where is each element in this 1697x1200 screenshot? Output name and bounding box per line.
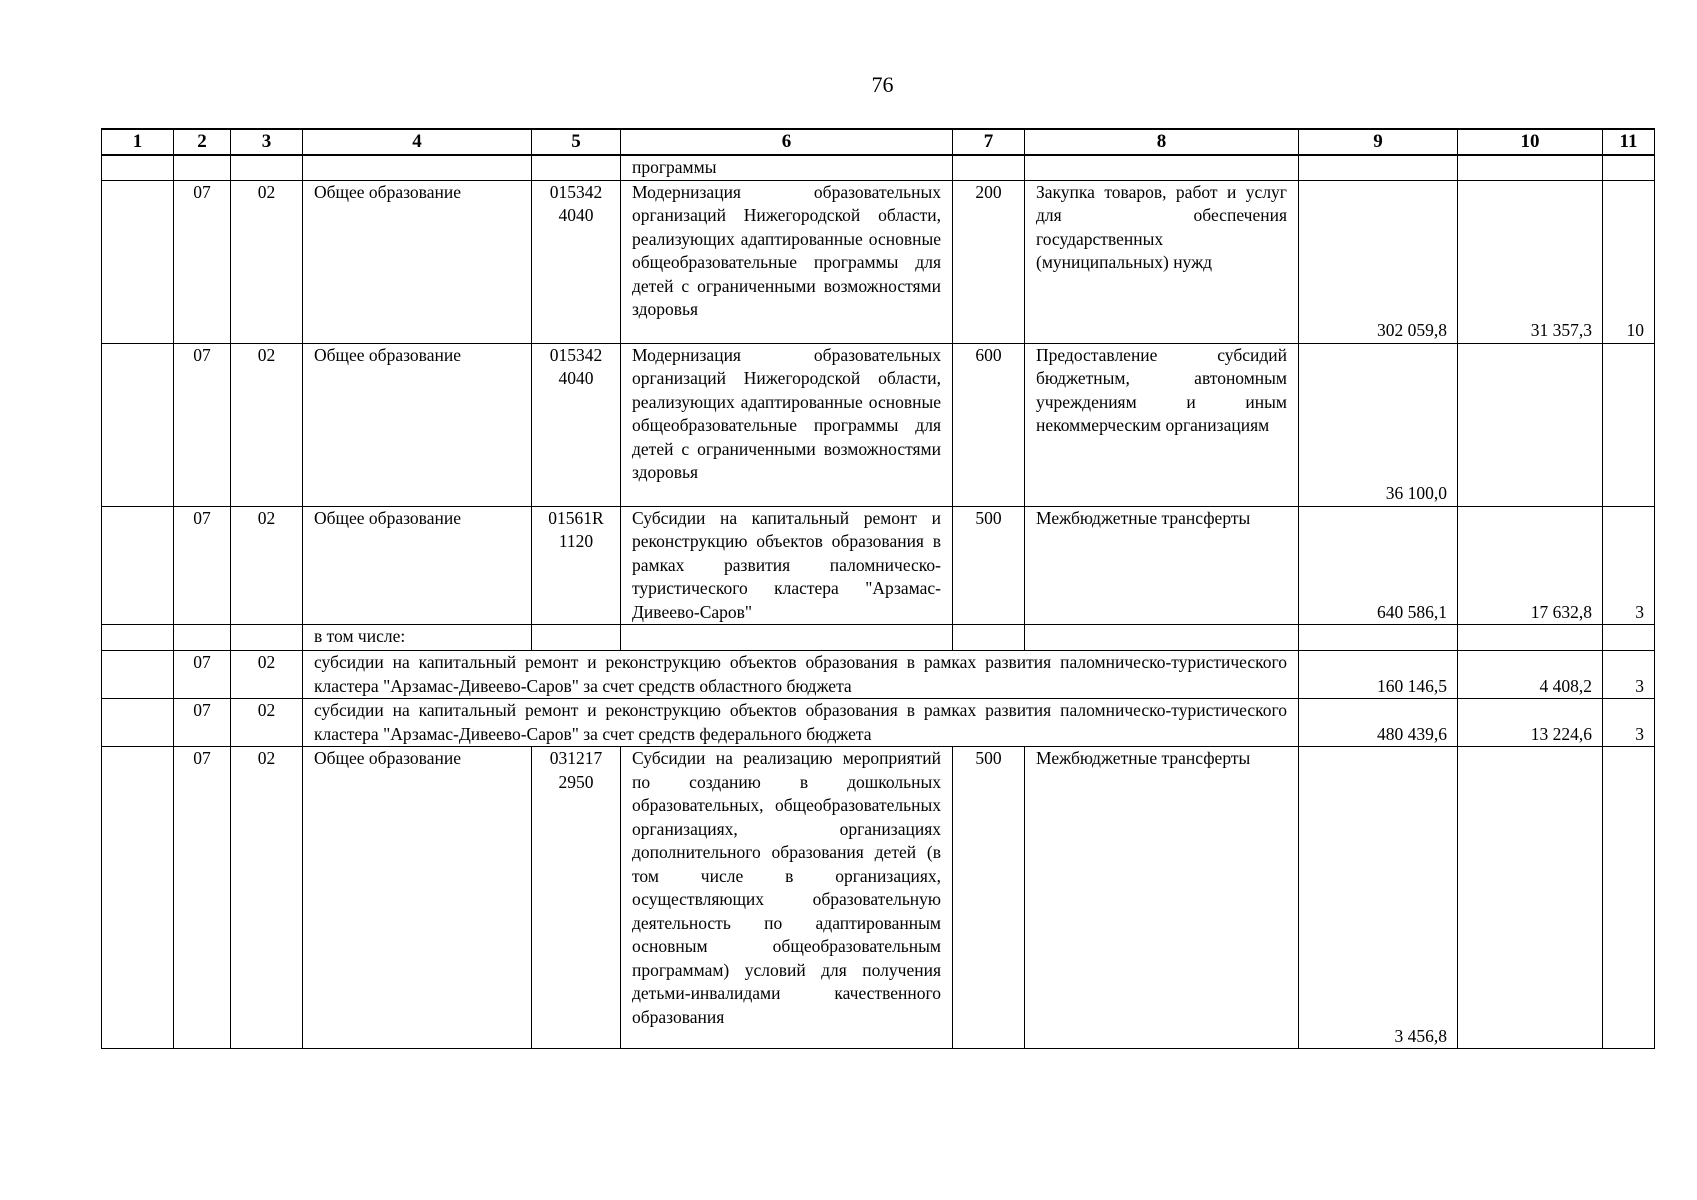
cell-expense-type: 600 (953, 343, 1025, 506)
cell-subsection: 02 (231, 747, 303, 1049)
cell-count: 3 (1603, 699, 1655, 747)
cell-including-label: в том числе: (303, 625, 532, 651)
col-header-2: 2 (174, 129, 231, 155)
cell-subsection: 02 (231, 699, 303, 747)
cell-description: Субсидии на реализацию мероприятий по созданию в дошкольных образовательных, общеобразовательных организациях, организациях дополнительного образования детей (в том числе в организациях, осуществляющих образовательную деятельность по адаптированным основным общеобразовательным программам) условий для получения детьми-инвалидами качественного образования (621, 747, 953, 1049)
cell-target-code: 015342 4040 (532, 343, 621, 506)
cell-merged-description: субсидии на капитальный ремонт и реконструкцию объектов образования в рамках развития паломническо-туристического кластера "Арзамас-Дивеево-Саров" за счет средств областного бюджета (303, 651, 1299, 699)
cell-description: Субсидии на капитальный ремонт и реконструкцию объектов образования в рамках развития паломническо-туристического кластера "Арзамас-Дивеево-Саров" (621, 506, 953, 625)
cell-amount-2: 4 408,2 (1458, 651, 1603, 699)
table-row (102, 180, 1655, 343)
cell-target-code: 01561R 1120 (532, 506, 621, 625)
col-header-3: 3 (231, 129, 303, 155)
cell-expense-name: Предоставление субсидий бюджетным, автономным учреждениям и иным некоммерческим организациям (1025, 343, 1299, 506)
table-row (102, 699, 1655, 747)
cell-expense-name: Закупка товаров, работ и услуг для обеспечения государственных (муниципальных) нужд (1025, 180, 1299, 343)
col-header-10: 10 (1458, 129, 1603, 155)
cell-amount: 480 439,6 (1299, 699, 1458, 747)
table-row (102, 747, 1655, 1049)
cell-expense-type: 500 (953, 747, 1025, 1049)
cell-target-code: 031217 2950 (532, 747, 621, 1049)
cell-subsection: 02 (231, 180, 303, 343)
cell-description: Модернизация образовательных организаций Нижегородской области, реализующих адаптированные основные общеобразовательные программы для детей с ограниченными возможностями здоровья (621, 343, 953, 506)
cell-amount: 640 586,1 (1299, 506, 1458, 625)
cell-count (1603, 747, 1655, 1049)
cell-section: 07 (174, 180, 231, 343)
cell-target-code: 015342 4040 (532, 180, 621, 343)
cell-count: 3 (1603, 651, 1655, 699)
cell-count: 10 (1603, 180, 1655, 343)
col-header-11: 11 (1603, 129, 1655, 155)
cell-amount-2 (1458, 747, 1603, 1049)
page-number: 76 (871, 72, 894, 97)
cell-name: Общее образование (303, 343, 532, 506)
budget-table (101, 128, 1655, 1049)
col-header-4: 4 (303, 129, 532, 155)
cell-count (1603, 343, 1655, 506)
cell-description: программы (621, 155, 953, 180)
table-row (102, 651, 1655, 699)
col-header-8: 8 (1025, 129, 1299, 155)
cell-amount: 160 146,5 (1299, 651, 1458, 699)
cell-description: Модернизация образовательных организаций Нижегородской области, реализующих адаптированные основные общеобразовательные программы для детей с ограниченными возможностями здоровья (621, 180, 953, 343)
col-header-6: 6 (621, 129, 953, 155)
cell-expense-type: 200 (953, 180, 1025, 343)
cell-section: 07 (174, 506, 231, 625)
cell-expense-type: 500 (953, 506, 1025, 625)
table-row-continuation (102, 155, 1655, 180)
col-header-1: 1 (102, 129, 174, 155)
header-row (102, 129, 1655, 155)
cell-expense-name: Межбюджетные трансферты (1025, 506, 1299, 625)
cell-amount-2: 17 632,8 (1458, 506, 1603, 625)
cell-subsection: 02 (231, 651, 303, 699)
col-header-9: 9 (1299, 129, 1458, 155)
table-row-including (102, 625, 1655, 651)
cell-name: Общее образование (303, 506, 532, 625)
col-header-7: 7 (953, 129, 1025, 155)
cell-section: 07 (174, 343, 231, 506)
col-header-5: 5 (532, 129, 621, 155)
cell-name: Общее образование (303, 747, 532, 1049)
cell-amount: 36 100,0 (1299, 343, 1458, 506)
table-row (102, 343, 1655, 506)
cell-section: 07 (174, 699, 231, 747)
table-row (102, 506, 1655, 625)
cell-amount-2 (1458, 343, 1603, 506)
cell-section: 07 (174, 747, 231, 1049)
cell-amount-2: 31 357,3 (1458, 180, 1603, 343)
cell-count: 3 (1603, 506, 1655, 625)
cell-amount: 3 456,8 (1299, 747, 1458, 1049)
cell-subsection: 02 (231, 506, 303, 625)
cell-merged-description: субсидии на капитальный ремонт и реконструкцию объектов образования в рамках развития паломническо-туристического кластера "Арзамас-Дивеево-Саров" за счет средств федерального бюджета (303, 699, 1299, 747)
cell-subsection: 02 (231, 343, 303, 506)
cell-amount-2: 13 224,6 (1458, 699, 1603, 747)
cell-section: 07 (174, 651, 231, 699)
cell-amount: 302 059,8 (1299, 180, 1458, 343)
cell-expense-name: Межбюджетные трансферты (1025, 747, 1299, 1049)
cell-name: Общее образование (303, 180, 532, 343)
